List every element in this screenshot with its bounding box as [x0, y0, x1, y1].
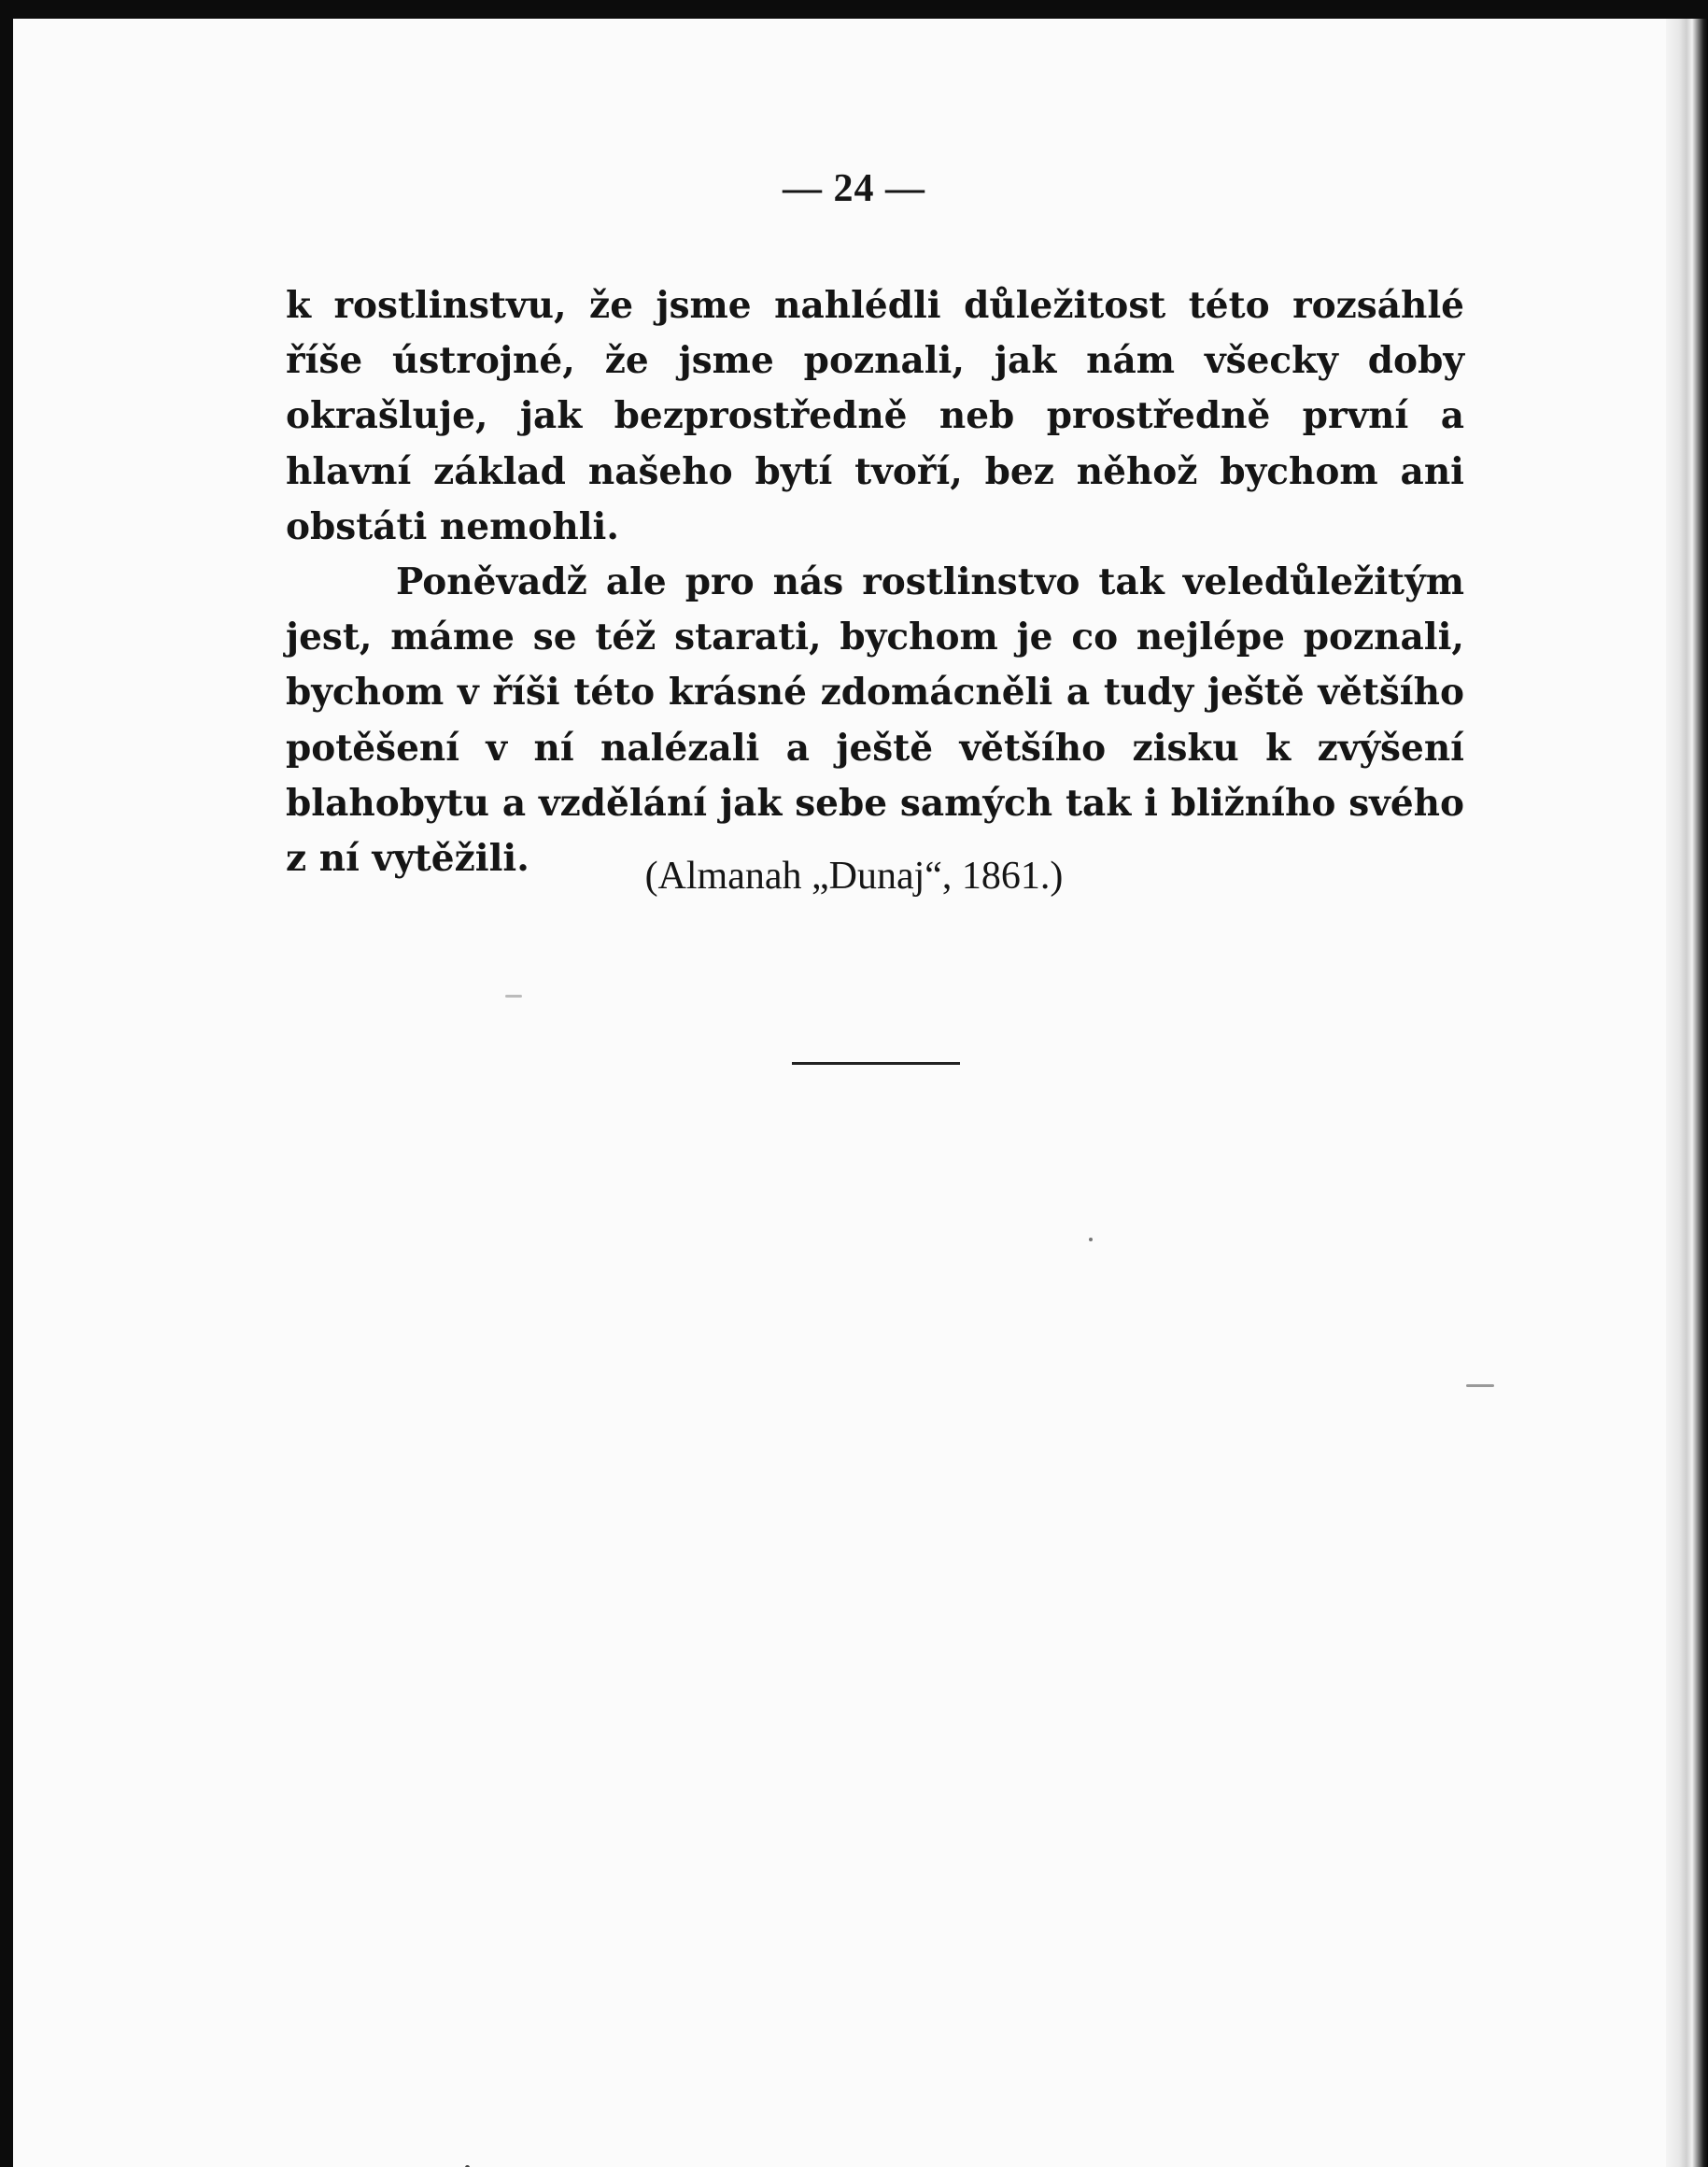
paper-speck — [505, 995, 522, 998]
page-edge — [1666, 19, 1708, 2167]
body-text — [286, 278, 1464, 886]
page-number: — 24 — — [783, 167, 925, 210]
paragraph-1: k rostlinstvu, že jsme nahlédli důležitost této rozsáhlé říše ústrojné, že jsme poznali, jak nám všecky doby okrašluje, jak bezprostředně neb prostředně první a hlavní základ našeho bytí tvoří, bez něhož bychom ani obstáti nemohli. — [286, 284, 1464, 548]
end-rule — [792, 1062, 960, 1065]
source-citation: (Almanah „Dunaj“, 1861.) — [644, 855, 1064, 898]
paragraph-2: Poněvadž ale pro nás rostlinstvo tak veledůležitým jest, máme se též starati, bychom je co nejlépe poznali, bychom v říši této krásné zdomácněli a tudy ještě většího potěšení v ní nalézali a ještě většího zisku k zvýšení blahobytu a vzdělání jak sebe samých tak i bližního svého z ní vytěžili. — [286, 560, 1464, 881]
paper-speck — [1466, 1384, 1494, 1387]
paper-speck — [1089, 1238, 1093, 1241]
